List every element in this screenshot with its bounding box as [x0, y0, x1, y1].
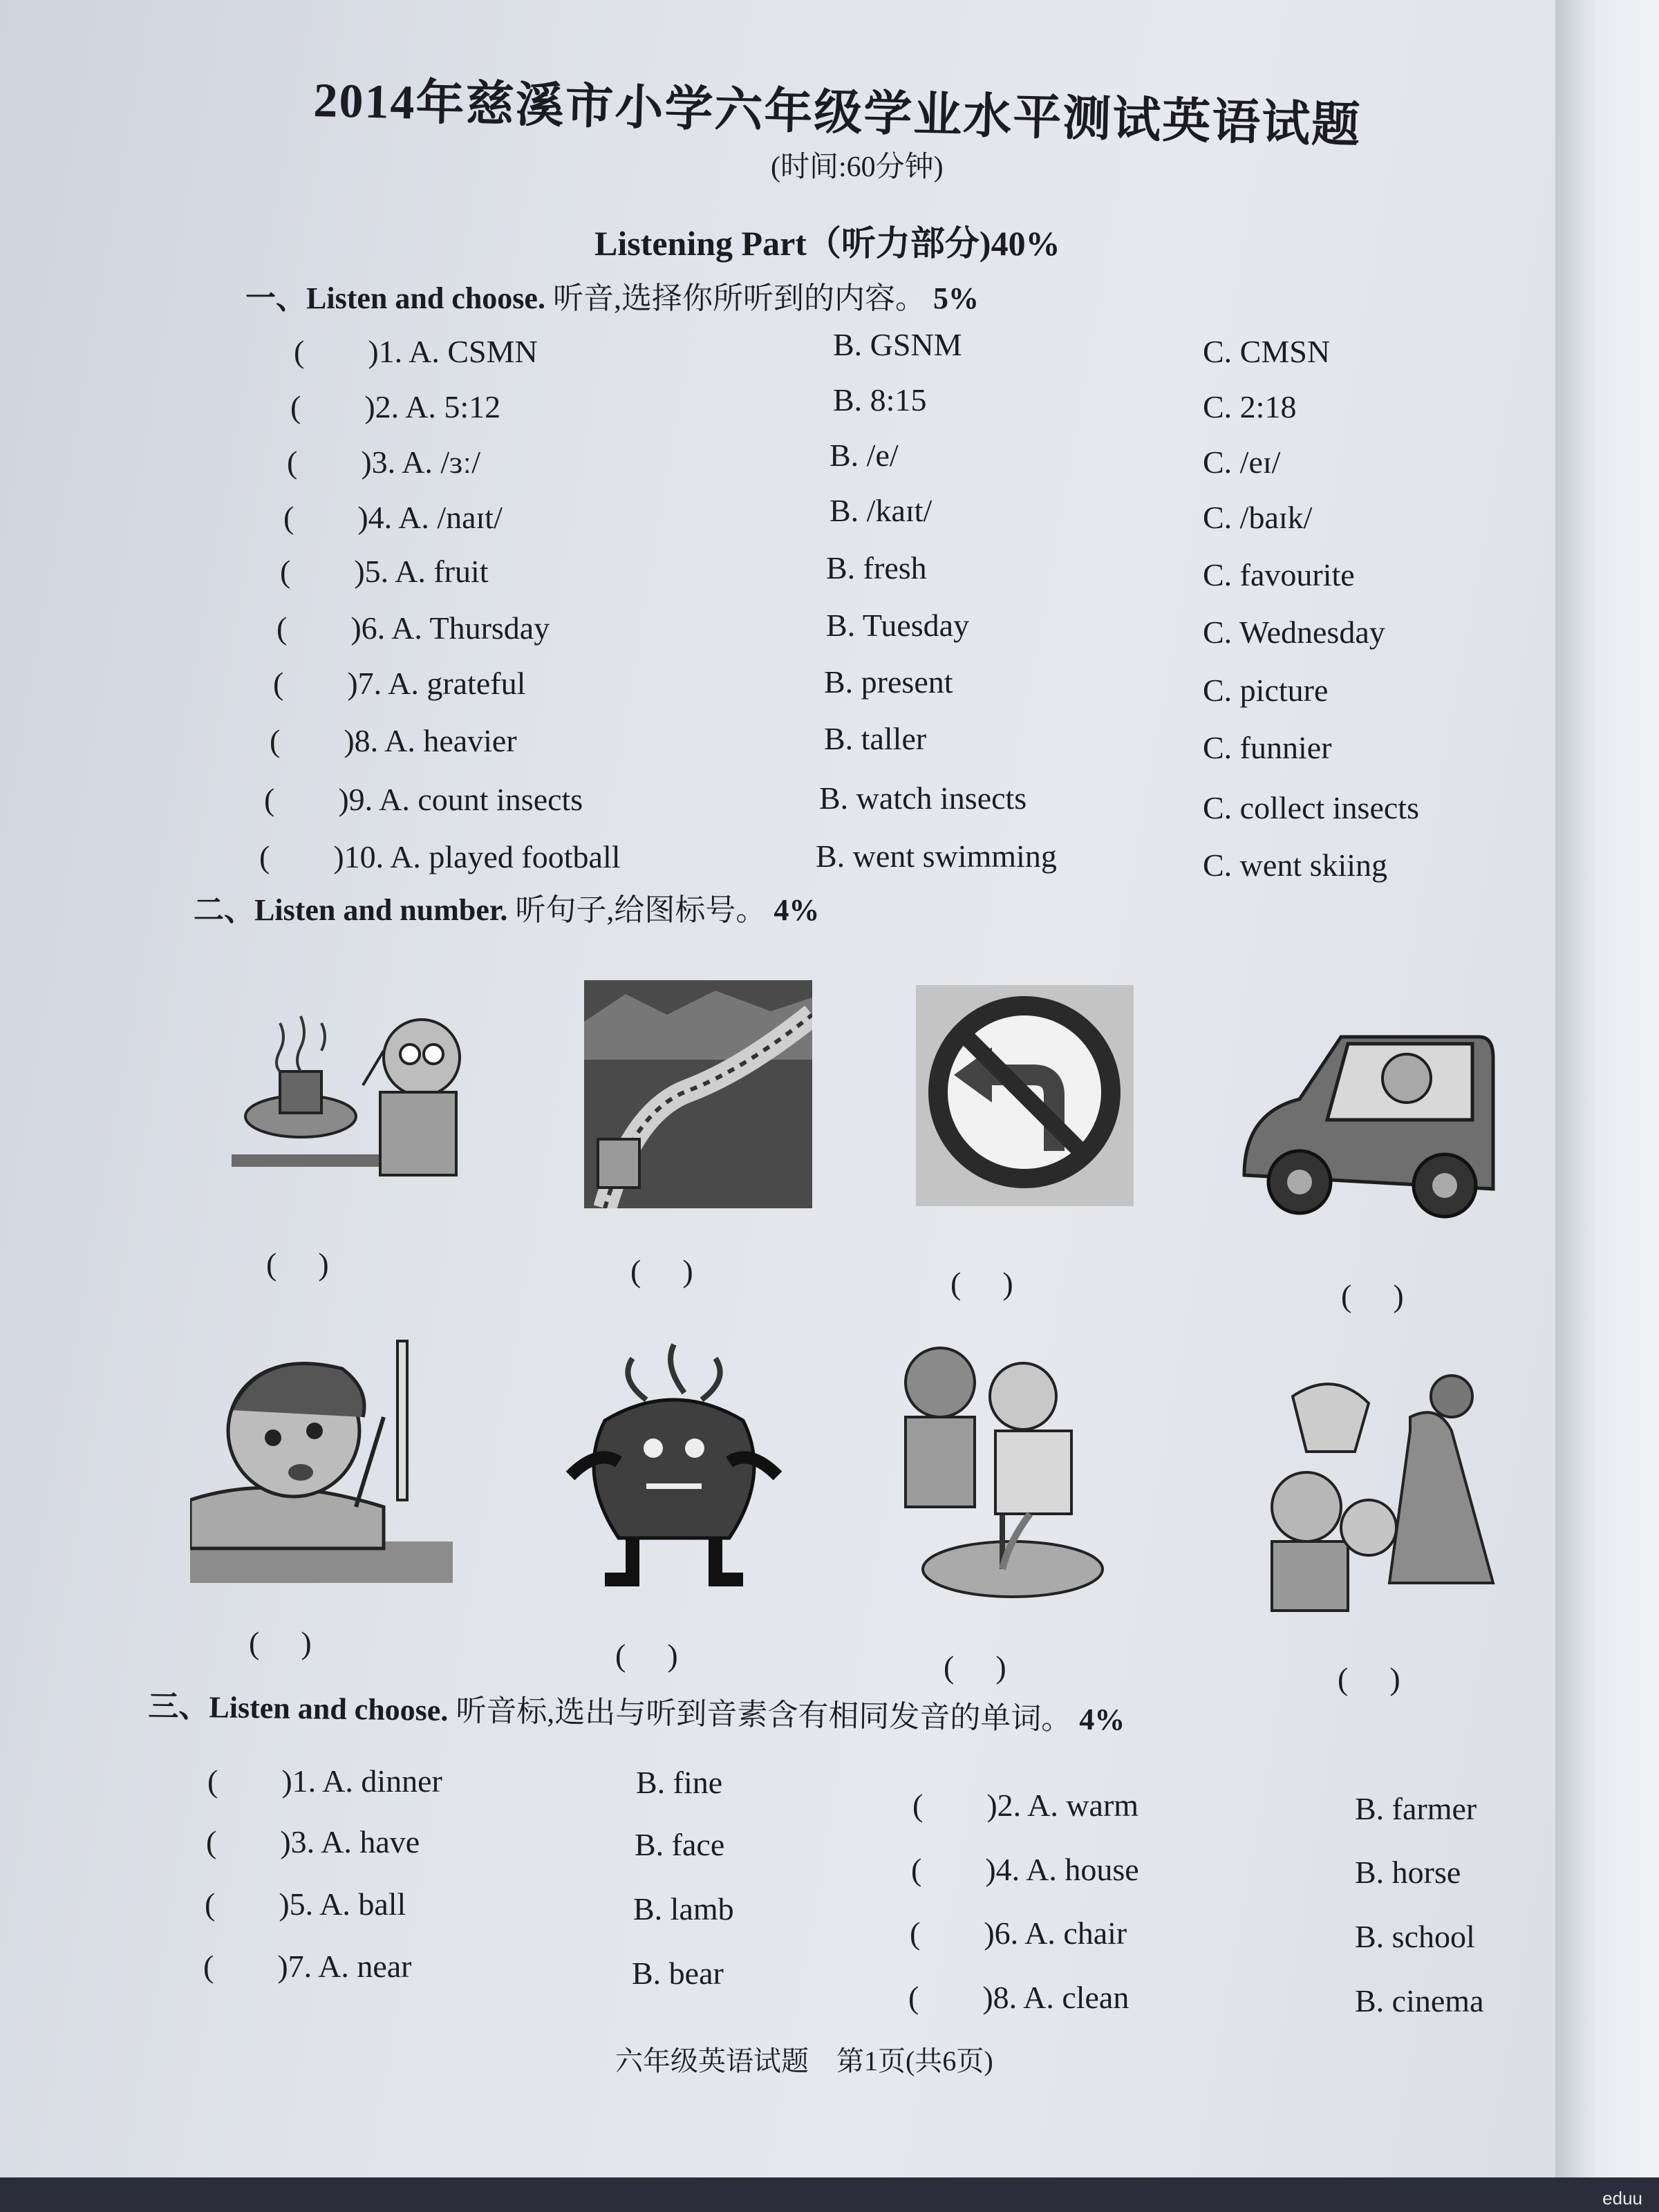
s3-q1-a: ( )1. A. dinner [207, 1763, 442, 1799]
s1-q2-a: ( )2. A. 5:12 [290, 389, 501, 424]
s1-q1-a: ( )1. A. CSMN [294, 334, 538, 369]
boy-driving-car-picture [1237, 1016, 1497, 1234]
listening-part-heading: Listening Part（听力部分)40% [594, 224, 1060, 263]
s1-q10-a: ( )10. A. played football [259, 839, 621, 874]
s3-q4-b: B. horse [1355, 1855, 1461, 1890]
s3-q3-b: B. face [635, 1827, 725, 1862]
section2-heading-en: 二、Listen and number. [194, 893, 508, 927]
sick-boy-thermometer-picture [190, 1327, 460, 1590]
s3-q6-a: ( )6. A. chair [910, 1915, 1127, 1951]
section3-heading-cn: 听音标,选出与听到音素含有相同发音的单词。 [456, 1694, 1072, 1736]
s1-q4-b: B. /kaɪt/ [830, 493, 932, 528]
s3-q2-b: B. farmer [1355, 1791, 1477, 1826]
s1-q2-b: B. 8:15 [833, 382, 927, 418]
s3-q8-b: B. cinema [1355, 1983, 1484, 2018]
section3-heading-en: 三、Listen and choose. [148, 1689, 449, 1728]
s1-q2-c: C. 2:18 [1203, 389, 1297, 424]
s1-q9-b: B. watch insects [819, 780, 1027, 816]
s2-blank-8[interactable]: () [1338, 1661, 1442, 1696]
section1-score: 5% [932, 281, 979, 315]
s1-q7-b: B. present [824, 664, 953, 700]
s1-q7-c: C. picture [1203, 673, 1329, 708]
page-footer: 六年级英语试题 第1页(共6页) [615, 2045, 993, 2077]
s3-q6-b: B. school [1355, 1919, 1475, 1954]
boys-watering-tree-picture [892, 1334, 1130, 1611]
s1-q5-c: C. favourite [1203, 557, 1355, 592]
s3-q1-b: B. fine [636, 1765, 723, 1800]
s3-q8-a: ( )8. A. clean [908, 1980, 1130, 2015]
s1-q3-c: C. /eɪ/ [1203, 444, 1281, 480]
great-wall-picture [584, 980, 812, 1208]
s1-q9-c: C. collect insects [1203, 790, 1419, 825]
section1-heading-cn: 听音,选择你所听到的内容。 [552, 281, 926, 315]
section2-heading-cn: 听句子,给图标号。 [515, 893, 767, 927]
s3-q7-b: B. bear [632, 1956, 724, 1991]
section1-heading-en: 一、Listen and choose. [245, 281, 545, 315]
s2-blank-5[interactable]: () [249, 1625, 353, 1660]
section3-score: 4% [1078, 1702, 1125, 1737]
s1-q5-a: ( )5. A. fruit [280, 554, 489, 589]
s1-q1-b: B. GSNM [833, 327, 962, 362]
s1-q5-b: B. fresh [826, 550, 927, 585]
s2-blank-1[interactable]: () [266, 1246, 371, 1282]
s1-q10-b: B. went swimming [816, 838, 1057, 874]
paper-edge [1555, 0, 1659, 2212]
s1-q6-a: ( )6. A. Thursday [276, 610, 550, 646]
s3-q4-a: ( )4. A. house [911, 1852, 1139, 1887]
bottom-strip [0, 2177, 1659, 2212]
s1-q8-a: ( )8. A. heavier [270, 723, 517, 758]
watermark-logo: eduu [1602, 2188, 1642, 2209]
s1-q3-a: ( )3. A. /ɜː/ [287, 444, 480, 480]
s3-q7-a: ( )7. A. near [203, 1949, 412, 1984]
section2-heading [194, 885, 819, 929]
section2-score: 4% [774, 893, 820, 927]
s1-q4-c: C. /baɪk/ [1203, 500, 1313, 535]
s2-blank-7[interactable]: () [944, 1649, 1048, 1685]
s2-blank-2[interactable]: () [630, 1253, 735, 1288]
hotpot-boy-picture [232, 995, 480, 1196]
s1-q6-c: C. Wednesday [1203, 615, 1385, 650]
s3-q3-a: ( )3. A. have [206, 1824, 420, 1859]
exam-title: 2014年慈溪市小学六年级学业水平测试英语试题 [312, 73, 1362, 153]
section3-heading [148, 1681, 1125, 1739]
s2-blank-6[interactable]: () [615, 1638, 720, 1673]
girls-trying-dresses-picture [1251, 1369, 1514, 1618]
s2-blank-4[interactable]: () [1341, 1278, 1445, 1313]
no-left-turn-sign-picture [916, 985, 1134, 1206]
section1-heading [245, 273, 979, 317]
s3-q2-a: ( )2. A. warm [912, 1788, 1139, 1823]
exam-duration: (时间:60分钟) [771, 151, 944, 183]
s1-q3-b: B. /e/ [830, 438, 899, 473]
s1-q8-b: B. taller [824, 721, 927, 756]
s1-q7-a: ( )7. A. grateful [273, 666, 526, 701]
angry-monster-picture [563, 1338, 785, 1593]
s1-q9-a: ( )9. A. count insects [264, 782, 583, 817]
s1-q4-a: ( )4. A. /naɪt/ [283, 500, 503, 535]
s3-q5-b: B. lamb [633, 1891, 734, 1927]
s1-q1-c: C. CMSN [1203, 334, 1331, 369]
s3-q5-a: ( )5. A. ball [205, 1886, 406, 1922]
s1-q8-c: C. funnier [1203, 730, 1332, 765]
s1-q10-c: C. went skiing [1203, 847, 1388, 883]
s2-blank-3[interactable]: () [950, 1266, 1055, 1301]
s1-q6-b: B. Tuesday [826, 608, 970, 643]
